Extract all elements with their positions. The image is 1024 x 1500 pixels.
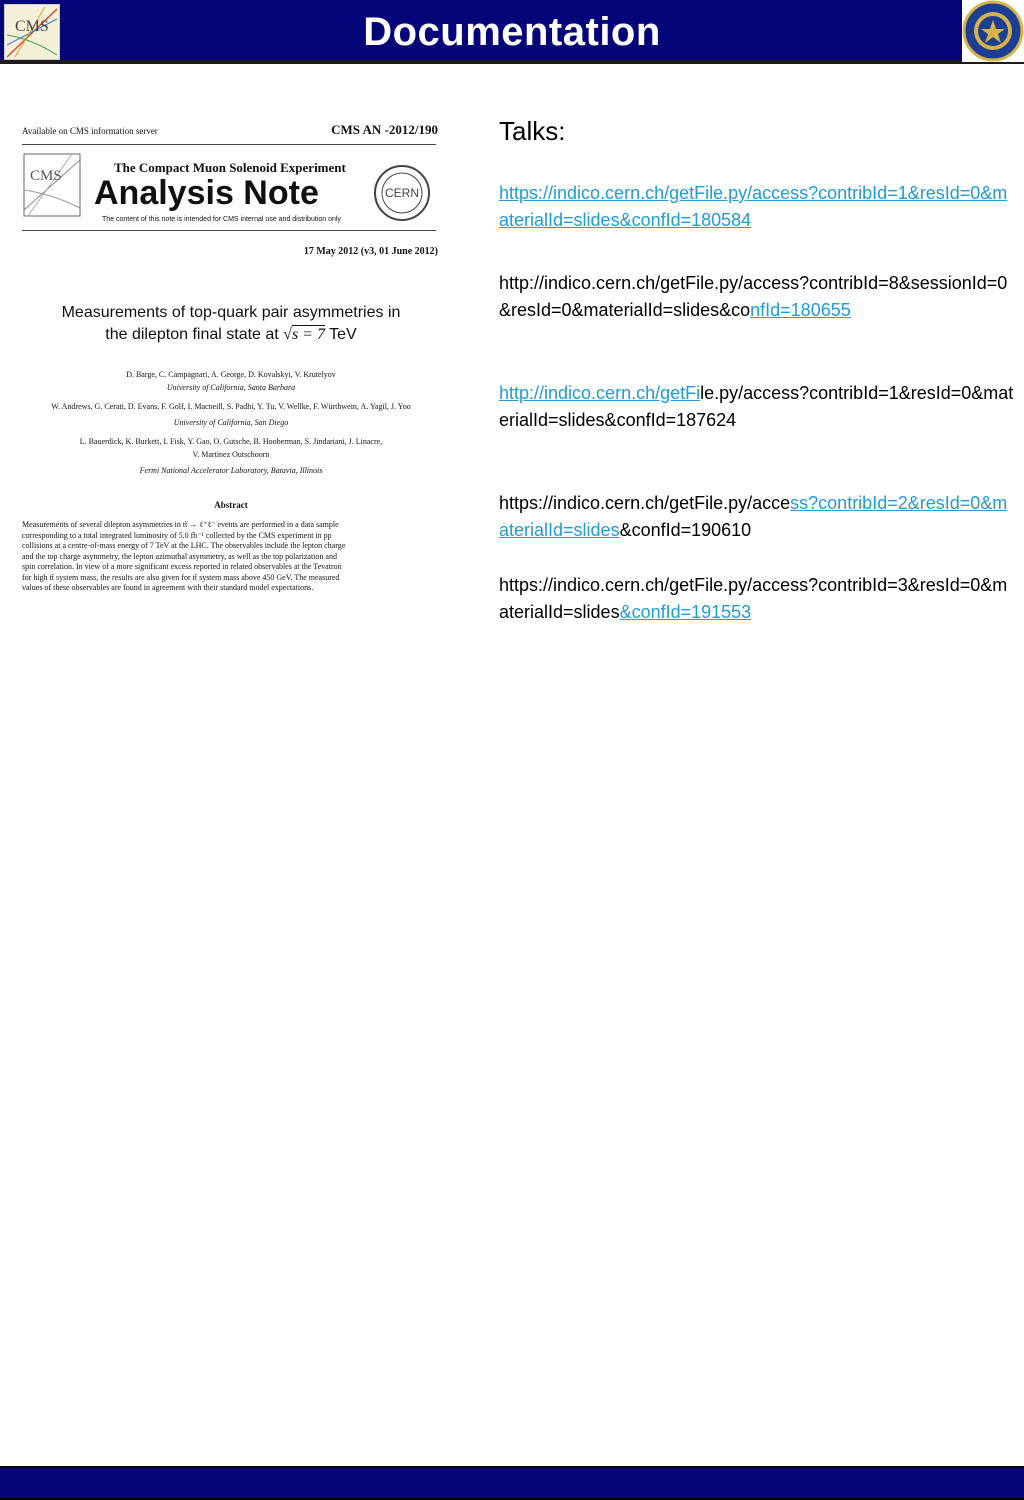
abstract-line: values of these observables are found in agreement with their standard model expectations. (22, 583, 314, 592)
affiliation-ucsb: University of California, Santa Barbara (166, 383, 296, 392)
abstract-heading: Abstract (214, 500, 248, 510)
talk-text: http://indico.cern.ch/getFile.py/access?contribId=8&sessionId=0&resId=0&materialId=slides&co (499, 273, 1008, 320)
talk-link-1 (499, 180, 1014, 234)
affiliation-ucsd: University of California, San Diego (173, 418, 289, 427)
divider (22, 144, 436, 145)
document-date: 17 May 2012 (v3, 01 June 2012) (303, 246, 438, 257)
cms-logo-icon (4, 4, 60, 60)
talk-text: https://indico.cern.ch/getFile.py/access?contribId=3&resId=0&materialId=slides (499, 575, 1008, 622)
talk-link[interactable]: nfId=180655 (750, 300, 851, 320)
affiliation-fnal: Fermi National Accelerator Laboratory, Batavia, Illinois (139, 466, 323, 475)
talk-link[interactable]: http://indico.cern.ch/getFi (499, 383, 701, 403)
title-math: √s = 7 (283, 326, 325, 343)
divider (22, 230, 436, 231)
talk-link[interactable]: https://indico.cern.ch/getFile.py/access?contribId=1&resId=0&materialId=slides&confId=180584 (499, 183, 1008, 230)
page-number: 2 (1000, 742, 1009, 759)
authors-ucsd: W. Andrews, G. Cerati, D. Evans, F. Golf, I. Macneill, S. Padhi, Y. Tu, V. Wellke, F. Würthwein, A. Yagil, J. Yoo (51, 402, 411, 411)
talk-link-2 (499, 270, 1014, 324)
cms-doc-logo-label: CMS (30, 168, 62, 184)
slide-title: Documentation (363, 10, 661, 54)
abstract-line: corresponding to a total integrated luminosity of 5.0 fb⁻¹ collected by the CMS experiment in pp (22, 530, 332, 540)
title-line-2 (22, 324, 440, 346)
slide-header (0, 0, 1024, 64)
talk-link-3 (499, 380, 1014, 434)
available-text: Available on CMS information server (22, 126, 158, 136)
footer-date: 06/08/12 (4, 742, 63, 759)
svg-text:CMS: CMS (15, 18, 49, 35)
cern-logo-label: CERN (385, 186, 420, 200)
an-number: CMS AN -2012/190 (331, 122, 438, 137)
abstract-line: spin correlation. In view of a more significant excess reported in related observables at the Tevatron (22, 562, 342, 571)
footer-center: Pre-approval (469, 742, 555, 759)
disclaimer: The content of this note is intended for CMS internal use and distribution only (102, 216, 341, 223)
footer-bar (0, 1466, 1024, 1500)
abstract-body (22, 520, 440, 594)
talk-link-5 (499, 572, 1014, 626)
document-title (22, 302, 440, 346)
abstract-line: and the top charge asymmetry, the lepton azimuthal asymmetry, as well as the top polarization and (22, 551, 337, 561)
abstract-line: for high tt̄ system mass, the results are also given for tt̄ system mass above 450 GeV. The measured (22, 572, 340, 582)
experiment-name: The Compact Muon Solenoid Experiment (114, 160, 346, 175)
title-line-1: Measurements of top-quark pair asymmetries in (61, 304, 401, 321)
cern-logo-icon (372, 162, 432, 224)
talk-link[interactable]: &confId=191553 (619, 602, 752, 622)
authors-fnal: L. Bauerdick, K. Burkett, I. Fisk, Y. Gao, O. Gutsche, B. Hooberman, S. Jindariani, J. Linacre, (79, 437, 383, 446)
abstract-line: collisions at a centre-of-mass energy of 7 TeV at the LHC. The observables include the lepton charge (22, 541, 346, 550)
talk-link-4 (499, 490, 1014, 544)
talk-text: https://indico.cern.ch/getFile.py/acce (499, 493, 791, 513)
title-sqrt: s = 7 (291, 326, 325, 343)
talks-heading: Talks: (499, 116, 566, 146)
authors-ucsb: D. Barge, C. Campagnari, A. George, D. Kovalskyi, V. Krutelyov (126, 370, 336, 379)
talk-text: le.py/access?contribId=1&resId=0&materialId=slides&confId=187624 (499, 383, 1014, 430)
analysis-note-thumbnail (22, 120, 442, 600)
authors-block (22, 368, 440, 477)
title-unit: TeV (329, 326, 357, 343)
authors-fnal-2: V. Martinez Outschoorn (192, 450, 270, 459)
uc-san-diego-seal-icon (962, 0, 1024, 62)
talk-text: &confId=190610 (619, 520, 752, 540)
note-type: Analysis Note (94, 174, 319, 212)
cms-doc-logo-icon (22, 150, 82, 220)
talk-link[interactable]: ss?contribId=2&resId=0&materialId=slides (499, 493, 1008, 540)
abstract-line: Measurements of several dilepton asymmetries in tt̄ → ℓ⁺ℓ⁻ events are performed in a data sample (22, 520, 339, 529)
title-line-2-text: the dilepton final state at (105, 326, 279, 343)
